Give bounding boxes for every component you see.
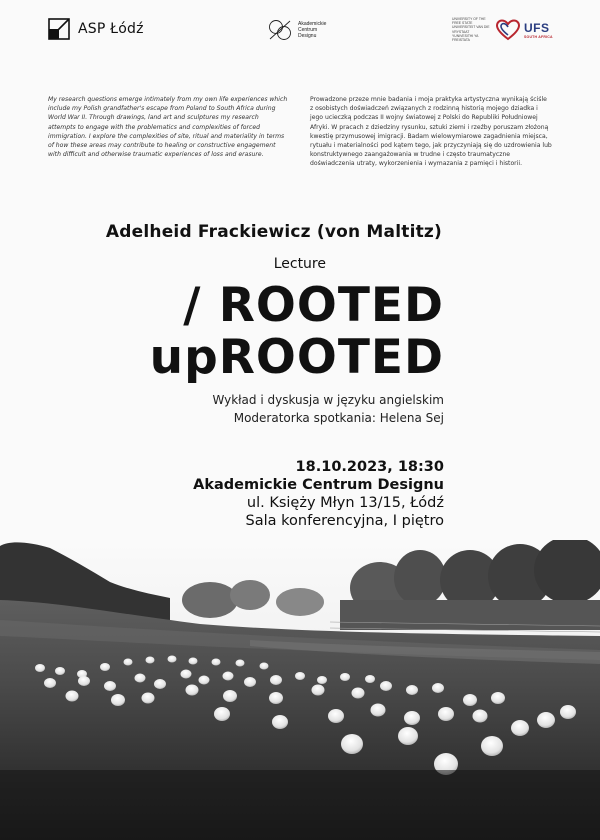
title-line-2: upROOTED: [149, 330, 444, 385]
asp-logo-text: ASP Łódź: [78, 21, 144, 37]
ufs-heart-icon: [496, 19, 520, 41]
title-line-1: / ROOTED: [183, 278, 444, 333]
author-name: Adelheid Frackiewicz (von Maltitz): [105, 222, 442, 242]
ufs-university-names: UNIVERSITY OF THE FREE STATE UNIVERSITEIT VAN DIE VRYSTAAT YUNIVESITHI YA FREISTATA: [452, 17, 490, 43]
ufs-logo-subtext: SOUTH AFRICA: [524, 34, 553, 39]
asp-logo-mark-icon: [48, 18, 70, 40]
ufs-logo: [452, 17, 553, 42]
description-polish: Prowadzone przeze mnie badania i moja praktyka artystyczna wynikają ściśle z osobistych doświadczeń związanych z rodzinną historią mojego dziadka i jego ucieczką podczas II wojny światowej z Polski do Republiki Południowej Afryki. W pracach z dziedziny rysunku, sztuki ziemi i rzeźby poruszam złożoną kwestię przymusowej imigracji. Badam wielowymiarowe zagadnienia miejsca, rytuału i materialności pod kątem tego, jak przyczyniają się do uzdrowienia lub konstruktywnego zaangażowania w trudne i często traumatyczne doświadczenia utraty, wykorzenienia i wymazania z pamięci i historii.: [310, 96, 552, 168]
lecture-label: Lecture: [273, 256, 326, 272]
description-english: My research questions emerge intimately from my own life experiences which include my Polish grandfather's escape from Poland to South Africa during World War II. Through drawings, land art and sculptures my research attempts to engage with the problematics and complexities of forced immigration. I explore the complexities of site, ritual and materiality in terms of how these areas may contribute to healing or constructive engagement with difficult and otherwise traumatic experiences of loss and erasure.: [48, 96, 288, 159]
event-address: ul. Księży Młyn 13/15, Łódź: [246, 495, 444, 511]
acd-logo-text: Akademickie Centrum Designu: [298, 21, 327, 39]
event-room: Sala konferencyjna, I piętro: [245, 513, 444, 529]
ufs-logo-text: UFS: [524, 20, 550, 35]
subtitle-moderator: Moderatorka spotkania: Helena Sej: [233, 411, 444, 425]
acd-logo-mark-icon: [268, 19, 292, 41]
event-datetime: 18.10.2023, 18:30: [295, 459, 444, 475]
acd-logo: [268, 19, 338, 41]
asp-lodz-logo: [48, 18, 144, 40]
event-venue: Akademickie Centrum Designu: [193, 477, 444, 493]
subtitle-language: Wykład i dyskusja w języku angielskim: [212, 393, 444, 407]
land-art-photograph: [0, 540, 600, 840]
